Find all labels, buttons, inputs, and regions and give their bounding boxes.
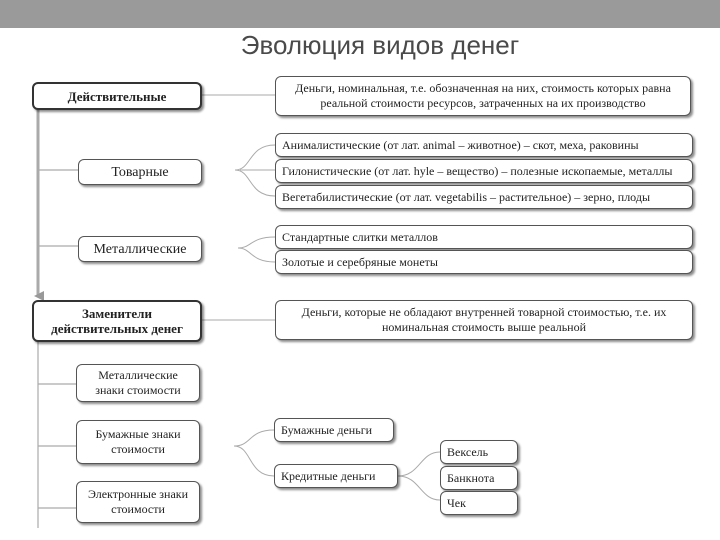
- box-chek: Чек: [440, 491, 518, 515]
- box-metal-znaki: Металлические знаки стоимости: [76, 364, 200, 402]
- box-bumazhnye-dengi: Бумажные деньги: [274, 418, 394, 442]
- box-bumazhnye-znaki: Бумажные знаки стоимости: [76, 420, 200, 464]
- box-banknota: Банкнота: [440, 466, 518, 490]
- box-zameniteli: Заменители действительных денег: [32, 300, 202, 342]
- brace-bumazhnye: [234, 430, 274, 476]
- box-tovarnye: Товарные: [78, 159, 202, 185]
- box-animalistic: Анималистические (от лат. animal – животное) – скот, меха, раковины: [275, 133, 693, 157]
- box-deistvitelnye: Действительные: [32, 82, 202, 110]
- brace-kreditnye: [398, 452, 440, 500]
- box-zameniteli-desc: Деньги, которые не обладают внутренней товарной стоимостью, т.е. их номинальная стоимость выше реальной: [275, 300, 693, 340]
- box-kreditnye: Кредитные деньги: [274, 464, 398, 488]
- box-veksel: Вексель: [440, 440, 518, 464]
- box-gilonistic: Гилонистические (от лат. hyle – вещество) – полезные ископаемые, металлы: [275, 159, 693, 183]
- box-monety: Золотые и серебряные монеты: [275, 250, 693, 274]
- slide-title: Эволюция видов денег: [240, 30, 520, 60]
- box-vegetabil: Вегетабилистические (от лат. vegetabilis – растительное) – зерно, плоды: [275, 185, 693, 209]
- box-slitki: Стандартные слитки металлов: [275, 225, 693, 249]
- box-metallicheskie: Металлические: [78, 236, 202, 262]
- box-elektronnye: Электронные знаки стоимости: [76, 481, 200, 523]
- box-deistvitelnye-desc: Деньги, номинальная, т.е. обозначенная на них, стоимость которых равна реальной стоимости ресурсов, затраченных на их производство: [275, 76, 691, 116]
- brace-metal: [238, 237, 275, 262]
- branch-lines: [38, 170, 78, 528]
- brace-tovarnye: [235, 145, 275, 196]
